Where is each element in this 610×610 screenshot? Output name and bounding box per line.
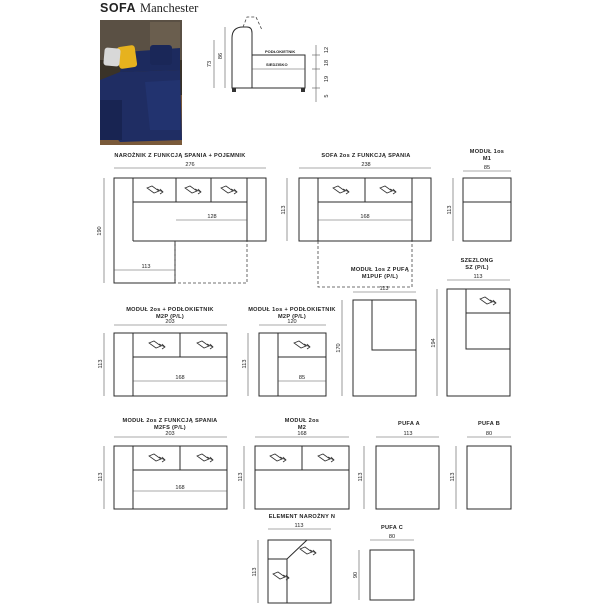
dim-width: 120	[287, 319, 297, 325]
module-title: MODUŁ 1os + PODŁOKIETNIK	[248, 307, 336, 313]
module-sz	[431, 258, 510, 396]
dim-width: 203	[165, 431, 175, 437]
module-m2fs	[98, 418, 227, 509]
dim-86: 86	[218, 52, 224, 60]
dim-depth: 113	[242, 359, 248, 369]
product-photo	[100, 20, 182, 145]
dim-depth: 90	[353, 571, 359, 579]
dim-depth: 113	[450, 472, 456, 482]
pull-handle-icon	[197, 341, 213, 349]
pull-handle-icon	[221, 186, 237, 194]
module-title: ELEMENT NAROŻNY N	[268, 514, 336, 520]
dim-inner: 128	[207, 214, 217, 220]
model-name: Manchester	[140, 1, 199, 15]
module-pufa-c	[353, 525, 414, 600]
dim-depth: 113	[238, 472, 244, 482]
module-title: PUFA A	[398, 421, 420, 427]
pull-handle-icon	[333, 186, 349, 194]
module-pufa-a	[358, 421, 439, 509]
dim-depth: 113	[447, 205, 453, 215]
dim-width: 113	[294, 523, 304, 529]
dim-width: 80	[485, 431, 493, 437]
module-narroznik	[97, 152, 266, 283]
dim-width: 113	[403, 431, 413, 437]
pull-handle-icon	[149, 341, 165, 349]
module-m1	[447, 149, 511, 241]
dim-depth: 113	[98, 359, 104, 369]
dim-width: 203	[165, 319, 175, 325]
module-n	[252, 513, 335, 603]
dim-height: 190	[97, 226, 103, 236]
dim-depth: 113	[281, 205, 287, 215]
dim-12: 12	[324, 46, 330, 54]
dim-seat: 168	[175, 375, 185, 381]
module-title: SZEZLONG	[460, 258, 494, 264]
dim-width: 276	[185, 162, 195, 168]
module-m2p	[98, 307, 227, 396]
side-profile	[207, 17, 330, 102]
dim-seat: 168	[175, 485, 185, 491]
dim-width: 238	[361, 162, 371, 168]
module-title: SOFA 2os Z FUNKCJĄ SPANIA	[321, 153, 411, 159]
dim-seat: 168	[360, 214, 370, 220]
dim-depth: 194	[431, 338, 437, 348]
dim-depth: 113	[358, 472, 364, 482]
pull-handle-icon	[185, 186, 201, 194]
module-code: M1	[482, 156, 492, 162]
module-title: MODUŁ 2os + PODŁOKIETNIK	[126, 307, 214, 313]
pull-handle-icon	[294, 341, 310, 349]
module-title: MODUŁ 2os	[284, 418, 320, 424]
seat-label: SIEDZISKO	[266, 62, 288, 67]
dim-width: 80	[388, 534, 396, 540]
dim-73: 73	[207, 60, 213, 68]
dim-18: 18	[324, 59, 330, 67]
module-code: M1PUF (P/L)	[361, 274, 399, 280]
pull-handle-icon	[300, 547, 316, 555]
armrest-label: PODŁOKIETNIK	[265, 49, 296, 54]
pull-handle-icon	[480, 297, 496, 305]
module-title: MODUŁ 1os Z PUFĄ	[350, 267, 410, 273]
module-code: SZ (P/L)	[465, 265, 489, 271]
dim-seat: 85	[298, 375, 306, 381]
module-title: NAROŻNIK Z FUNKCJĄ SPANIA + POJEMNIK	[114, 153, 246, 159]
pull-handle-icon	[197, 454, 213, 462]
module-title: MODUŁ 2os Z FUNKCJĄ SPANIA	[122, 418, 218, 424]
module-m1p	[242, 307, 336, 396]
dim-width: 113	[379, 286, 389, 292]
dim-width: 113	[473, 274, 483, 280]
dim-5: 5	[324, 94, 330, 98]
module-code: M2P (P/L)	[155, 314, 185, 320]
pull-handle-icon	[149, 454, 165, 462]
module-m1puf	[336, 267, 416, 396]
pull-handle-icon	[380, 186, 396, 194]
dim-19: 19	[324, 75, 330, 83]
dim-width: 168	[297, 431, 307, 437]
dim-width: 85	[483, 165, 491, 171]
module-m2	[238, 418, 349, 509]
module-code: M2P (P/L)	[277, 314, 307, 320]
module-title: MODUŁ 1os	[469, 149, 505, 155]
module-pufa-b	[450, 421, 511, 509]
module-code: M2	[297, 425, 307, 431]
module-title: PUFA C	[380, 525, 404, 531]
dim-depth: 170	[336, 343, 342, 353]
pull-handle-icon	[270, 454, 286, 462]
module-title: PUFA B	[477, 421, 501, 427]
module-code: M2FS (P/L)	[154, 425, 186, 431]
page-header	[100, 1, 199, 15]
dim-depth: 113	[98, 472, 104, 482]
sleep-function-icons	[147, 186, 496, 580]
pull-handle-icon	[318, 454, 334, 462]
brand-title: SOFA	[100, 1, 137, 15]
dim-depth: 113	[252, 567, 258, 577]
pull-handle-icon	[147, 186, 163, 194]
dim-chaise: 113	[141, 264, 151, 270]
